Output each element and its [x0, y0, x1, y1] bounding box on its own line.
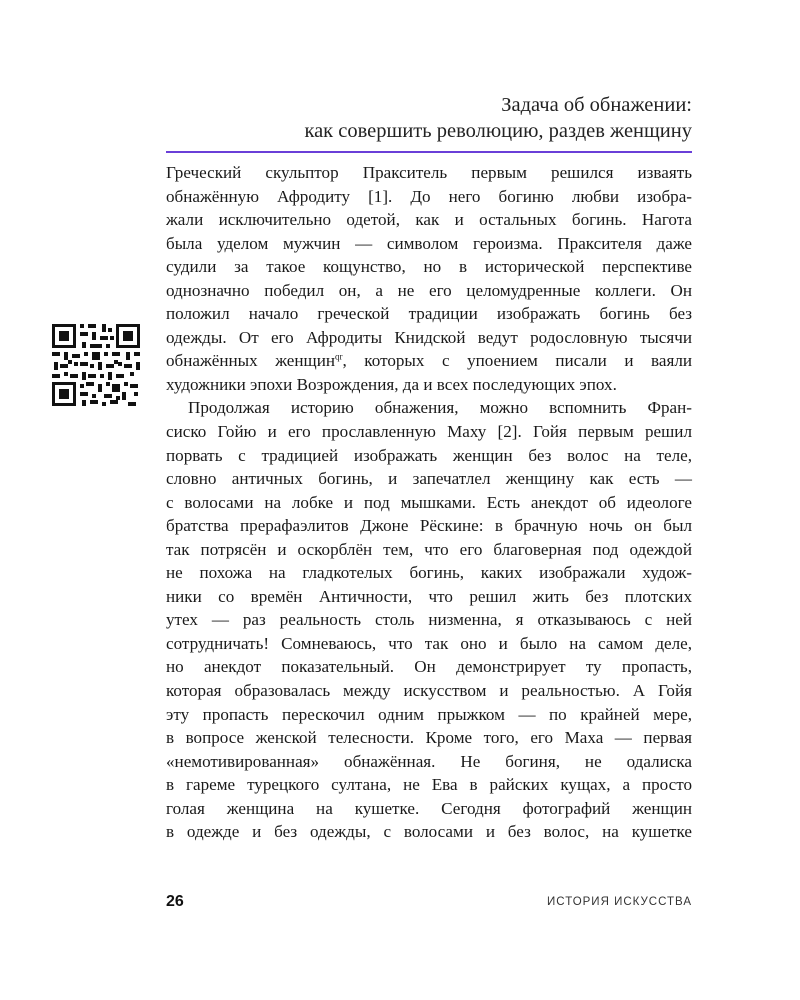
text-line: в гареме турецкого султана, не Ева в райских кущах, а просто: [166, 775, 692, 795]
text-line: положил начало греческой традиции изображать богинь без: [166, 304, 692, 324]
running-title: ИСТОРИЯ ИСКУССТВА: [547, 896, 692, 908]
text-line: однозначно победил он, а не его целомудренные коллеги. Он: [166, 280, 692, 300]
chapter-header: [166, 92, 692, 144]
text-line: словно античных богинь, и запечатлел женщину как есть —: [166, 469, 692, 489]
text-line: ники со времён Античности, что решил жить без плотских: [166, 586, 692, 606]
chapter-title-line-2: как совершить революцию, раздев женщину: [304, 120, 692, 142]
text-line: так потрясён и оскорблён тем, что его благоверная под одеждой: [166, 539, 692, 559]
text-line: с волосами на лобке и под мышками. Есть анекдот об идеологе: [166, 492, 692, 512]
qr-footnote-mark: qr: [335, 351, 343, 362]
text-line: сотрудничать! Сомневаюсь, что так оно и было на самом деле,: [166, 633, 692, 653]
text-line: эту пропасть перескочил одним прыжком — по крайней мере,: [166, 704, 692, 724]
text-fragment: , которых с упоением писали и ваяли: [342, 351, 692, 371]
text-line: но анекдот показательный. Он демонстрирует ту пропасть,: [166, 657, 692, 677]
header-rule: [166, 151, 692, 153]
text-line: в одежде и без одежды, с волосами и без волос, на кушетке: [166, 822, 692, 842]
text-fragment: обнажённых женщин: [166, 351, 336, 371]
page-number: 26: [166, 893, 184, 910]
text-line: голая женщина на кушетке. Сегодня фотографий женщин: [166, 798, 692, 818]
text-line: порвать с традицией изображать женщин без волос на теле,: [166, 445, 692, 465]
text-line: обнажённую Афродиту [1]. До него богиню любви изобра-: [166, 186, 692, 206]
chapter-title-line-1: Задача об обнажении:: [501, 94, 692, 116]
text-line: Продолжая историю обнажения, можно вспомнить Фран-: [188, 398, 692, 418]
qr-code-icon[interactable]: [50, 322, 142, 408]
text-line: Греческий скульптор Пракситель первым решился изваять: [166, 163, 692, 182]
text-line: «немотивированная» обнажённая. Не богиня, не одалиска: [166, 751, 692, 771]
text-line-with-footnote: [166, 349, 692, 373]
text-line: в вопросе женской телесности. Кроме того, его Маха — первая: [166, 728, 692, 748]
text-line: судили за такое кощунство, но в исторической перспективе: [166, 257, 692, 277]
text-line: была уделом мужчин — символом героизма. Праксителя даже: [166, 233, 692, 253]
text-line: утех — раз реальность столь низменна, я отказываюсь с ней: [166, 610, 692, 630]
text-line: одежды. От его Афродиты Книдской ведут родословную тысячи: [166, 327, 692, 347]
body-text: [166, 161, 692, 844]
text-line: художники эпохи Возрождения, да и всех последующих эпох.: [166, 374, 617, 394]
text-line: не похожа на гладкотелых богинь, каких изображали худож-: [166, 563, 692, 583]
text-line: братства прерафаэлитов Джоне Рёскине: в брачную ночь он был: [166, 516, 692, 536]
text-line: жали исключительно одетой, как и остальных богинь. Нагота: [166, 210, 692, 230]
text-line: сиско Гойю и его прославленную Маху [2]. Гойя первым решил: [166, 422, 692, 442]
text-line: которая образовалась между искусством и реальностью. А Гойя: [166, 681, 692, 701]
